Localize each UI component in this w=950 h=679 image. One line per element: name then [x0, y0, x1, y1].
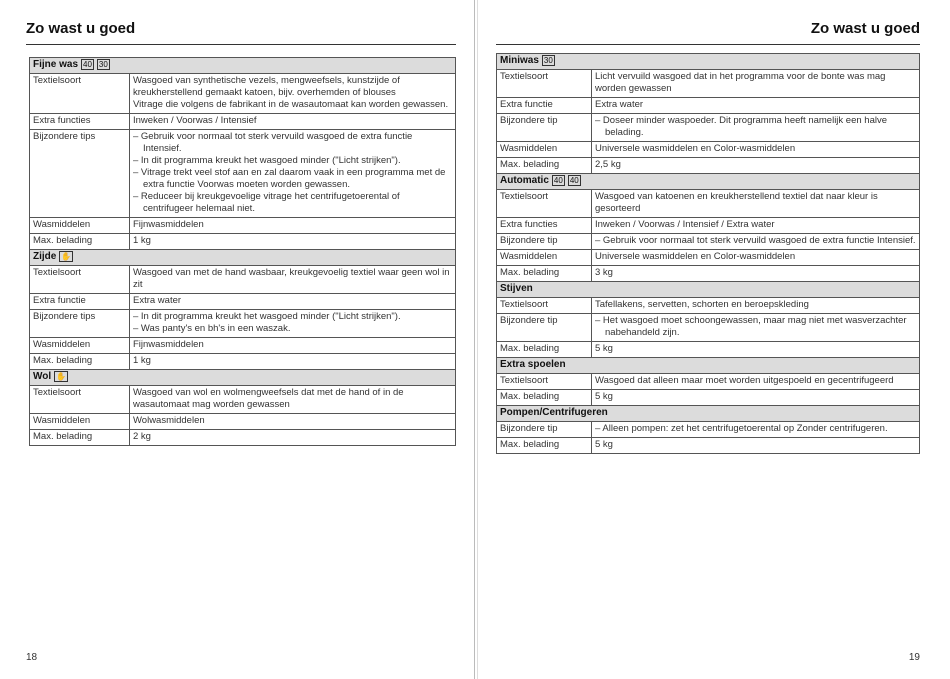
row-label: Bijzondere tips — [30, 310, 130, 338]
row-value: 5 kg — [592, 342, 920, 358]
tip-item: – Het wasgoed moet schoongewassen, maar mag niet met wasverzachter nabehandeld zijn. — [595, 315, 907, 339]
tip-item: – Doseer minder waspoeder. Dit programma heeft namelijk een halve belading. — [595, 115, 888, 139]
section-header-miniwas — [497, 54, 920, 70]
section-title: Pompen/Centrifugeren — [500, 407, 608, 419]
row-value: Universele wasmiddelen en Color-wasmiddelen — [592, 142, 920, 158]
row-value — [592, 114, 920, 142]
table-row — [497, 234, 920, 250]
table-row — [497, 250, 920, 266]
row-value: Inweken / Voorwas / Intensief / Extra water — [592, 218, 920, 234]
row-label: Textielsoort — [30, 266, 130, 294]
row-label: Max. belading — [497, 342, 592, 358]
tip-item: – In dit programma kreukt het wasgoed minder ("Licht strijken"). — [133, 311, 401, 323]
temp-30-icon: 30 — [98, 60, 108, 69]
section-header-extra-spoelen — [497, 358, 920, 374]
table-row — [30, 386, 456, 414]
temp-40-icon: 40 — [553, 176, 563, 186]
section-header-automatic — [497, 174, 920, 190]
table-row — [30, 114, 456, 130]
row-label: Textielsoort — [497, 374, 592, 390]
table-row — [497, 190, 920, 218]
row-value — [592, 314, 920, 342]
row-value: 1 kg — [130, 234, 456, 250]
row-value — [130, 310, 456, 338]
row-label: Bijzondere tip — [497, 234, 592, 250]
row-value: 5 kg — [592, 390, 920, 406]
row-label: Wasmiddelen — [497, 250, 592, 266]
row-value: Universele wasmiddelen en Color-wasmiddelen — [592, 250, 920, 266]
table-row — [30, 234, 456, 250]
row-label: Max. belading — [30, 234, 130, 250]
row-value: 5 kg — [592, 438, 920, 454]
table-row — [30, 338, 456, 354]
row-label: Bijzondere tip — [497, 314, 592, 342]
row-value: Licht vervuild wasgoed dat in het programma voor de bonte was mag worden gewassen — [592, 70, 920, 98]
table-row — [30, 218, 456, 234]
page-spine — [474, 0, 475, 679]
table-row — [497, 114, 920, 142]
row-label: Extra functie — [30, 294, 130, 310]
text-line: Wasgoed van synthetische vezels, mengweefsels, kunstzijde of kreukherstellend gemaakt katoen, bijv. overhemden of blouses — [133, 75, 400, 99]
row-value: Fijnwasmiddelen — [130, 338, 456, 354]
row-value: 2,5 kg — [592, 158, 920, 174]
table-row — [30, 294, 456, 310]
table-row — [497, 390, 920, 406]
row-label: Extra functies — [30, 114, 130, 130]
text-line: Vitrage die volgens de fabrikant in de wasautomaat kan worden gewassen. — [133, 99, 449, 111]
row-label: Bijzondere tip — [497, 422, 592, 438]
table-row — [497, 438, 920, 454]
temp-30-icon: 40 — [83, 60, 92, 69]
tip-item: – Reduceer bij kreukgevoelige vitrage het centrifugetoerental of centrifugeer helemaal niet. — [133, 191, 400, 215]
tip-item: – Alleen pompen: zet het centrifugetoerental op Zonder centrifugeren. — [595, 423, 888, 435]
page-title: Zo wast u goed — [26, 20, 136, 37]
section-title: Miniwas — [500, 55, 539, 67]
table-row — [497, 314, 920, 342]
row-value: Wasgoed van wol en wolmengweefsels dat met de hand of in de wasautomaat mag worden gewassen — [130, 386, 456, 414]
title-rule — [26, 44, 456, 45]
row-label: Wasmiddelen — [30, 218, 130, 234]
section-title: Zijde — [33, 251, 57, 263]
table-row — [497, 422, 920, 438]
tip-item: – Gebruik voor normaal tot sterk vervuild wasgoed de extra functie Intensief. — [595, 235, 916, 247]
row-label: Wasmiddelen — [497, 142, 592, 158]
table-row — [497, 158, 920, 174]
row-label: Wasmiddelen — [30, 414, 130, 430]
row-label: Bijzondere tips — [30, 130, 130, 218]
row-label: Max. belading — [497, 390, 592, 406]
table-row — [497, 374, 920, 390]
section-title: Wol — [33, 371, 52, 383]
table-row — [30, 430, 456, 446]
page-number: 18 — [26, 652, 38, 663]
row-label: Wasmiddelen — [30, 338, 130, 354]
row-label: Textielsoort — [497, 70, 592, 98]
row-label: Max. belading — [497, 158, 592, 174]
row-value: Wasgoed van met de hand wasbaar, kreukgevoelig textiel waar geen wol in zit — [130, 266, 456, 294]
table-row — [30, 74, 456, 114]
section-title: Fijne was — [33, 59, 79, 71]
section-header-zijde — [30, 250, 456, 266]
table-row — [497, 298, 920, 314]
row-value: 1 kg — [130, 354, 456, 370]
table-row — [497, 266, 920, 282]
row-value: 2 kg — [130, 430, 456, 446]
section-title: Stijven — [500, 283, 533, 295]
section-title: Extra spoelen — [500, 359, 566, 371]
row-label: Bijzondere tip — [497, 114, 592, 142]
section-title: Automatic — [500, 175, 549, 187]
hand-wash-icon: ✋ — [61, 252, 72, 262]
tip-item: – Was panty's en bh's in een waszak. — [133, 323, 291, 335]
tip-item: – In dit programma kreukt het wasgoed minder ("Licht strijken"). — [133, 155, 401, 167]
tip-item: – Gebruik voor normaal tot sterk vervuild wasgoed de extra functie Intensief. — [133, 131, 413, 155]
table-row — [30, 130, 456, 218]
row-label: Max. belading — [497, 266, 592, 282]
row-value: Extra water — [130, 294, 456, 310]
row-label: Textielsoort — [30, 386, 130, 414]
row-value: Wolwasmiddelen — [130, 414, 456, 430]
tip-item: – Vitrage trekt veel stof aan en zal daarom vaak in een programma met de extra functie Voorwas moeten worden gewassen. — [133, 167, 446, 191]
table-row — [30, 414, 456, 430]
page-left — [0, 0, 474, 679]
page-title: Zo wast u goed — [810, 20, 920, 37]
table-row — [497, 98, 920, 114]
row-label: Max. belading — [30, 354, 130, 370]
section-header-pompen-centrifugeren — [497, 406, 920, 422]
table-row — [30, 266, 456, 294]
table-row — [497, 218, 920, 234]
row-label: Extra functie — [497, 98, 592, 114]
row-value — [130, 130, 456, 218]
row-value: Tafellakens, servetten, schorten en beroepskleding — [592, 298, 920, 314]
row-label: Textielsoort — [30, 74, 130, 114]
section-header-stijven — [497, 282, 920, 298]
table-row — [30, 354, 456, 370]
temp-30-icon: 30 — [543, 56, 553, 65]
row-value: Wasgoed van katoenen en kreukherstellend textiel dat naar kleur is gesorteerd — [592, 190, 920, 218]
row-value — [592, 234, 920, 250]
row-value: Inweken / Voorwas / Intensief — [130, 114, 456, 130]
row-label: Max. belading — [30, 430, 130, 446]
hand-wash-icon: ✋ — [56, 372, 67, 382]
page-number: 19 — [908, 652, 920, 663]
temp-40-icon: 40 — [569, 176, 579, 186]
table-row — [497, 142, 920, 158]
row-label: Textielsoort — [497, 298, 592, 314]
section-header-wol — [30, 370, 456, 386]
title-rule — [496, 44, 920, 45]
row-label: Max. belading — [497, 438, 592, 454]
table-row — [30, 310, 456, 338]
row-value: Fijnwasmiddelen — [130, 218, 456, 234]
row-label: Extra functies — [497, 218, 592, 234]
table-row — [497, 342, 920, 358]
row-value: 3 kg — [592, 266, 920, 282]
row-value: Extra water — [592, 98, 920, 114]
row-value — [130, 74, 456, 114]
program-table-right — [496, 53, 920, 454]
row-label: Textielsoort — [497, 190, 592, 218]
row-value — [592, 422, 920, 438]
table-row — [497, 70, 920, 98]
page-right — [478, 0, 950, 679]
section-header-fijne-was — [30, 58, 456, 74]
row-value: Wasgoed dat alleen maar moet worden uitgespoeld en gecentrifugeerd — [592, 374, 920, 390]
program-table-left — [29, 57, 456, 446]
